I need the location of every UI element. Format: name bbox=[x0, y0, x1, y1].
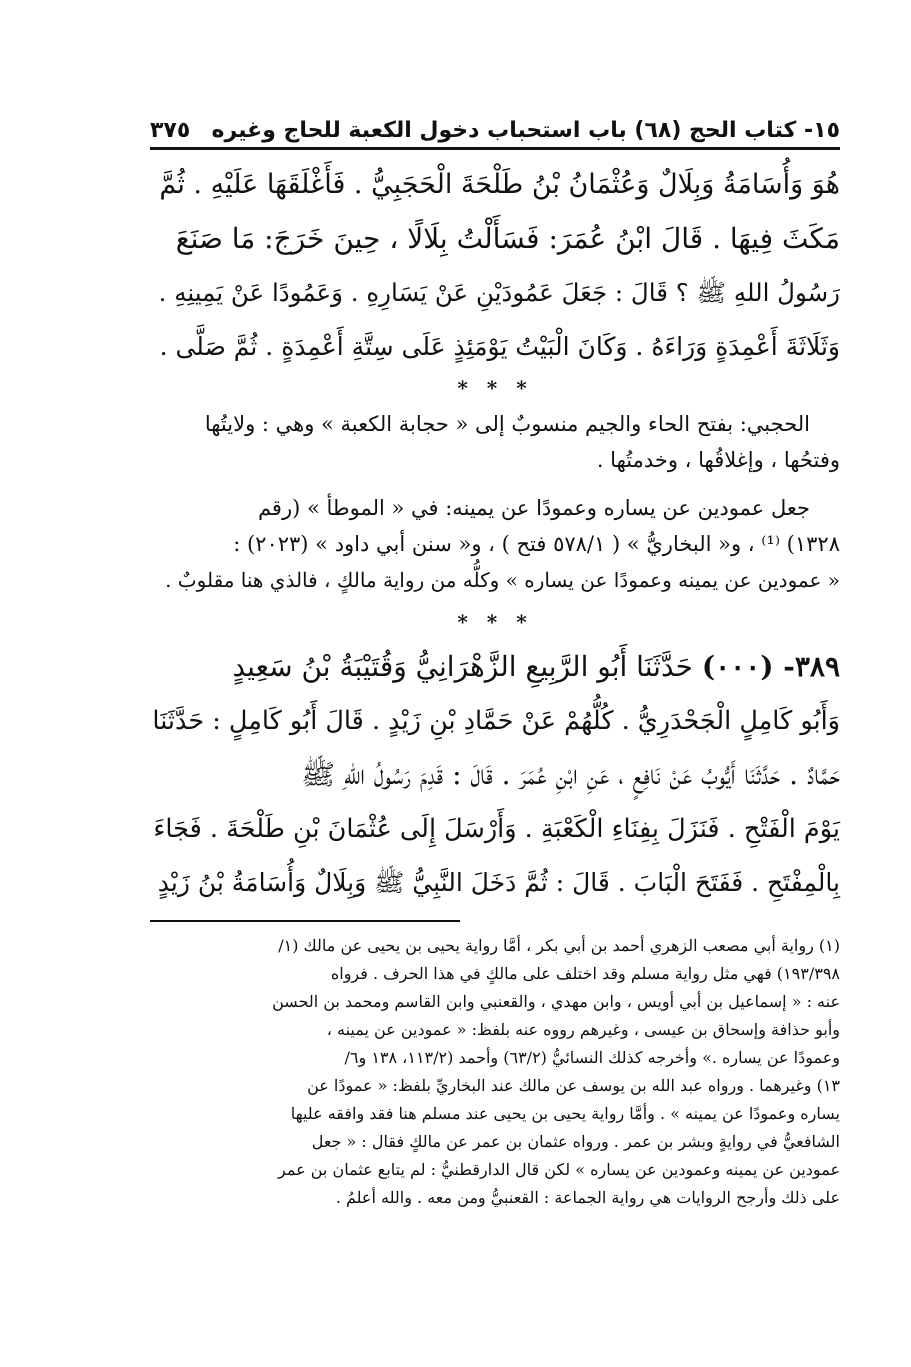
page-number: ٣٧٥ bbox=[150, 118, 191, 143]
book-page bbox=[150, 118, 840, 1212]
footnote bbox=[150, 932, 840, 1212]
footnote-line: عمودين عن يمينه وعمودين عن يساره » لكن قال الدارقطنيُّ : لم يتابع عثمان بن عمر bbox=[278, 1160, 840, 1179]
hadith-line-text: حَدَّثَنَا أَبُو الرَّبِيعِ الزَّهْرَانِيُّ وَقُتَيْبَةُ بْنُ سَعِيدٍ bbox=[232, 650, 693, 683]
hadith-line: رَسُولُ اللهِ ﷺ ؟ قَالَ : جَعَلَ عَمُودَيْنِ عَنْ يَسَارِهِ . وَعَمُودًا عَنْ يَمِينِهِ . bbox=[158, 278, 840, 307]
hadith-line: بِالْمِفْتَحِ . فَفَتَحَ الْبَابَ . قَالَ : ثُمَّ دَخَلَ النَّبِيُّ ﷺ وَبِلَالٌ وَأُسَامَةُ بْنُ زَيْدٍ bbox=[157, 868, 840, 897]
footnote-line: ١٩٣/٣٩٨) فهي مثل رواية مسلم وقد اختلف على مالكٍ في هذا الحرف . فرواه bbox=[330, 964, 840, 983]
footnote-line: (١) رواية أبي مصعب الزهري أحمد بن أبي بكر ، أمَّا رواية يحيى بن يحيى عن مالك (١/ bbox=[278, 936, 840, 955]
hadith-line: وَأَبُو كَامِلٍ الْجَحْدَرِيُّ . كُلُّهُمْ عَنْ حَمَّادِ بْنِ زَيْدٍ . قَالَ أَبُو كَامِلٍ : حَدَّثَنَا bbox=[152, 706, 840, 736]
running-header bbox=[150, 118, 840, 150]
commentary-line: ١٣٢٨) ⁽¹⁾ ، و« البخاريُّ » ( ٥٧٨/١ فتح ) ، و« سنن أبي داود » (٢٠٢٣) : bbox=[233, 532, 840, 556]
footnote-line: الشافعيُّ في روايةٍ وبشر بن عمر . ورواه عثمان بن عمر عن مالكٍ فقال : « جعل bbox=[311, 1132, 840, 1151]
footnote-line: ١٣) وغيرهما . ورواه عبد الله بن يوسف عن مالك عند البخاريِّ بلفظ: « عمودًا عن bbox=[307, 1076, 840, 1095]
commentary bbox=[150, 406, 840, 598]
footnote-line: يساره وعمودًا عن يمينه » . وأمَّا رواية يحيى بن يحيى عند مسلم هنا فقد وافقه عليها bbox=[290, 1104, 840, 1123]
chapter-title: ١٥- كتاب الحج (٦٨) باب استحباب دخول الكعبة للحاج وغيره bbox=[211, 118, 840, 143]
hadith-number: ٣٨٩- (٠٠٠) bbox=[701, 650, 840, 683]
footnote-line: عنه : « إسماعيل بن أبي أويس ، وابن مهدي ، والقعنبي وابن القاسم ومحمد بن الحسن bbox=[272, 992, 840, 1011]
hadith-text bbox=[150, 158, 840, 374]
hadith-line: حَمَّادٌ . حَدَّثَنَا أَيُّوبُ عَنْ نَافِعٍ ، عَنِ ابْنِ عُمَرَ . قَالَ : قَدِمَ رَسُولُ اللهِ ﷺ bbox=[301, 758, 840, 791]
hadith-narration bbox=[150, 640, 840, 910]
hadith-line: مَكَثَ فِيهَا . قَالَ ابْنُ عُمَرَ: فَسَأَلْتُ بِلَالًا ، حِينَ خَرَجَ: مَا صَنَعَ bbox=[175, 222, 840, 255]
footnote-line: وأبو حذافة وإسحاق بن عيسى ، وغيرهم رووه عنه بلفظ: « عمودين عن يمينه ، bbox=[326, 1020, 840, 1039]
hadith-line: هُوَ وَأُسَامَةُ وَبِلَالٌ وَعُثْمَانُ بْنُ طَلْحَةَ الْحَجَبِيُّ . فَأَغْلَقَهَا عَلَيْهِ . ثُمَّ bbox=[159, 169, 840, 200]
commentary-paragraph bbox=[150, 490, 840, 598]
commentary-line: « عمودين عن يمينه وعمودًا عن يساره » وكلُّه من رواية مالكٍ ، فالذي هنا مقلوبٌ . bbox=[165, 568, 840, 592]
hadith-line bbox=[150, 640, 840, 694]
commentary-line: الحجبي: بفتح الحاء والجيم منسوبٌ إلى « حجابة الكعبة » وهي : ولايتُها bbox=[204, 412, 810, 436]
footnote-line: وعمودًا عن يساره .» وأخرجه كذلك النسائيُّ (٦٣/٢) وأحمد (١١٣/٢، ١٣٨ و٦/ bbox=[344, 1048, 840, 1067]
section-separator: * * * bbox=[457, 610, 533, 634]
hadith-line: وَثَلَاثَةَ أَعْمِدَةٍ وَرَاءَهُ . وَكَانَ الْبَيْتُ يَوْمَئِذٍ عَلَى سِتَّةِ أَعْمِدَةٍ . ثُمَّ صَلَّى . bbox=[159, 332, 840, 361]
commentary-paragraph bbox=[150, 406, 840, 478]
commentary-line: وفتحُها ، وإغلاقُها ، وخدمتُها . bbox=[596, 448, 840, 472]
footnote-divider bbox=[150, 920, 460, 922]
section-separator: * * * bbox=[457, 376, 533, 400]
footnote-line: على ذلك وأرجح الروايات هي رواية الجماعة : القعنبيُّ ومن معه . والله أعلمُ . bbox=[335, 1188, 840, 1207]
commentary-line: جعل عمودين عن يساره وعمودًا عن يمينه: في « الموطأ » (رقم bbox=[257, 496, 810, 520]
hadith-line: يَوْمَ الْفَتْحِ . فَنَزَلَ بِفِنَاءِ الْكَعْبَةِ . وَأَرْسَلَ إِلَى عُثْمَانَ بْنِ طَلْحَةَ . فَجَاءَ bbox=[153, 814, 840, 844]
